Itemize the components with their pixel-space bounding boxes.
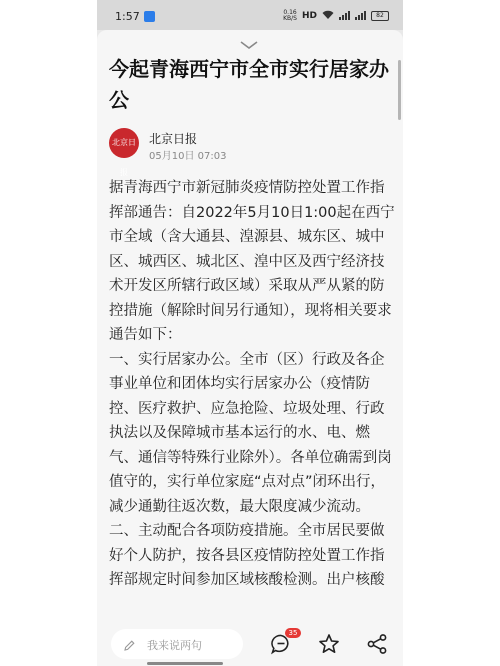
article-paragraph: 一、实行居家办公。全市（区）行政及各企事业单位和团体均实行居家办公（疫情防控、医疗救护、应急抢险、垃圾处理、行政执法以及保障城市基本运行的水、电、燃气、通信等特殊行业除外）。各单位确需到岗值守的，实行单位家庭“点对点”闭环出行，减少通勤往返次数，最大限度减少流动。 <box>109 351 392 515</box>
share-icon[interactable] <box>365 632 389 656</box>
status-bar <box>97 0 403 30</box>
status-time: 1:57 <box>115 10 140 23</box>
star-icon[interactable] <box>317 632 341 656</box>
network-speed <box>283 10 297 22</box>
source-name[interactable]: 北京日报 <box>149 132 198 146</box>
article-title: 今起青海西宁市全市实行居家办公 <box>109 57 389 112</box>
scrollbar[interactable] <box>398 60 401 120</box>
network-speed-unit: KB/S <box>283 14 297 22</box>
network-speed-value: 0.16 <box>283 8 297 16</box>
publish-date: 05月10日 07:03 <box>149 151 227 162</box>
comment-placeholder: 我来说两句 <box>147 639 202 652</box>
signal-icon <box>339 11 350 20</box>
comment-count-badge: 35 <box>285 628 301 638</box>
source-avatar[interactable]: 北京日报 <box>109 128 139 158</box>
pencil-icon <box>123 637 136 656</box>
home-indicator[interactable] <box>147 662 223 665</box>
app-notification-icon <box>144 11 155 22</box>
article-paragraph: 二、主动配合各项防疫措施。全市居民要做好个人防护，按各县区疫情防控处置工作指挥部规定时间参加区域核酸检测。出户核酸 <box>109 523 385 588</box>
collapse-chevron-icon[interactable] <box>240 34 258 42</box>
article-paragraph: 据青海西宁市新冠肺炎疫情防控处置工作指挥部通告：自2022年5月10日1:00起在西宁市全域（含大通县、湟源县、城东区、城中区、城西区、城北区、湟中区及西宁经济技术开发区所辖行政区域）采取从严从紧的防控措施（解除时间另行通知），现将相关要求通告如下： <box>109 180 395 343</box>
status-right <box>283 9 389 22</box>
signal-icon-2 <box>355 11 366 20</box>
hd-indicator: HD <box>301 10 317 21</box>
bottom-bar <box>97 622 403 666</box>
battery-icon: 82 <box>371 11 389 21</box>
comment-input[interactable] <box>111 629 243 659</box>
wifi-icon <box>322 9 334 22</box>
phone-screen <box>97 0 403 666</box>
article-body <box>109 176 395 593</box>
